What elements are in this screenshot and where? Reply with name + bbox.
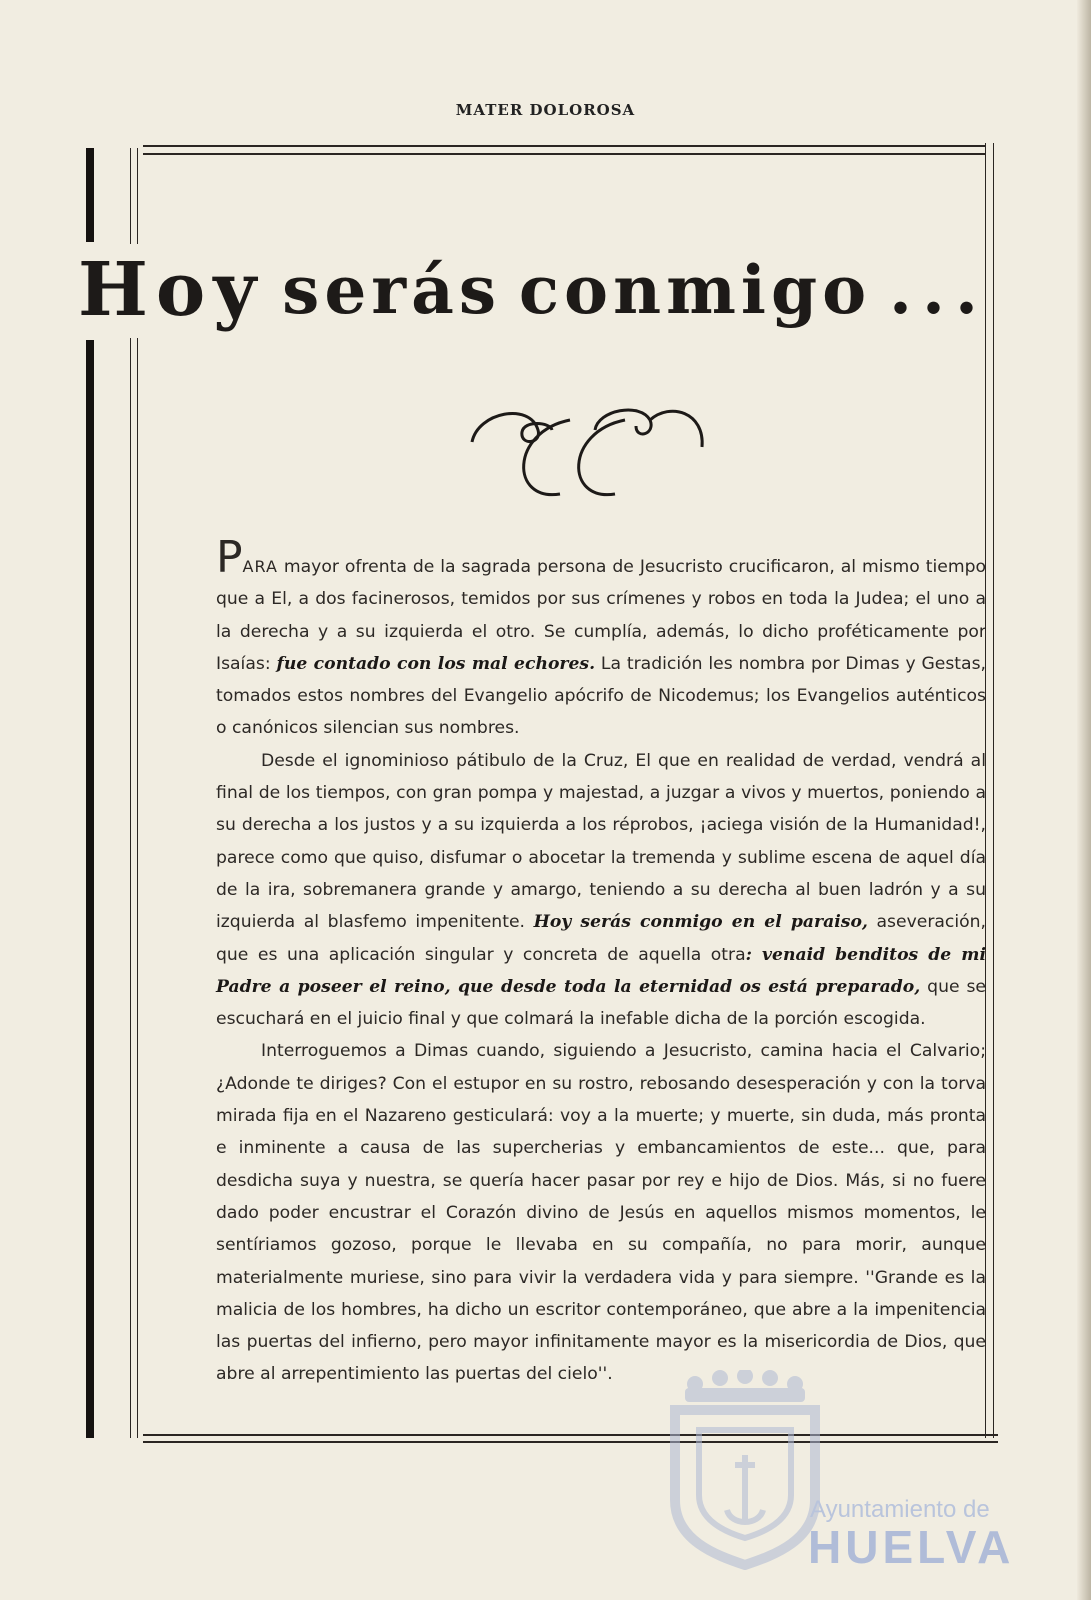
paragraph-1-text-b: La tradición les nombra por Dimas y Gestas, tomados estos nombres del Evangelio apócrifo de Nicodemus; los Evangelios auténticos o canónicos silencian sus nombres. xyxy=(216,653,986,739)
paragraph-1-text-a: mayor ofrenta de la sagrada persona de Jesucristo crucificaron, al mismo tiempo que a El, a dos facinerosos, temidos por sus crímenes y robos en toda la Judea; el uno a la derecha y a su izquierda el otro. Se cumplía, además, lo dicho proféticamente por Isaías: xyxy=(216,557,986,674)
frame-top-rule-outer xyxy=(143,145,985,147)
article-title xyxy=(78,247,998,333)
paragraph-1 xyxy=(216,532,986,745)
page-edge xyxy=(1077,0,1091,1600)
watermark-line1: Ayuntamiento de xyxy=(810,1496,990,1523)
paragraph-2-text-c: que se escuchará en el juicio final y que colmará la inefable dicha de la porción escogida. xyxy=(216,976,986,1030)
title-word-conmigo: conmigo xyxy=(518,251,872,329)
watermark-line2: HUELVA xyxy=(808,1521,1015,1573)
paragraph-1-emphasis: fue contado con los mal echores. xyxy=(276,653,596,674)
title-word-hoy: Hoy xyxy=(78,247,265,333)
ornament-flourish-icon xyxy=(470,402,710,512)
paragraph-2-emphasis-b: : venaid benditos de mi Padre a poseer el reino, que desde toda la eternidad os está preparado, xyxy=(216,944,986,997)
paragraph-3 xyxy=(216,1035,986,1390)
paragraph-3-text: Interroguemos a Dimas cuando, siguiendo a Jesucristo, camina hacia el Calvario; ¿Adonde te diriges? Con el estupor en su rostro, rebosando desesperación y con la torva mirada fija en el Nazareno gesticulará: voy a la muerte; y muerte, sin duda, más pronta e inminente a causa de las supercherias y embancamientos de este... que, para desdicha suya y nuestra, se quería hacer pasar por rey e hijo de Dios. Más, si no fuere dado poder encustrar el Corazón divino de Jesús en aquellos mismos momentos, le sentíriamos gozoso, porque le llevaba en su compañía, no para morir, aunque materialmente muriese, sino para vivir la verdadera vida y para siempre. ''Grande es la malicia de los hombres, ha dicho un escritor contemporáneo, que abre a la impenitencia las puertas del infierno, pero mayor infinitamente mayor es la misericordia de Dios, que abre al arrepentimiento las puertas del cielo''. xyxy=(216,1041,986,1385)
left-thick-bar-top xyxy=(86,148,94,242)
lead-word: ARA xyxy=(242,557,278,576)
drop-cap: P xyxy=(216,532,243,583)
paragraph-2-emphasis-a: Hoy serás conmigo en el paraiso, xyxy=(533,912,868,933)
paragraph-2-text-b: aseveración, que es una aplicación singular y concreta de aquella otra xyxy=(216,912,987,965)
paragraph-2 xyxy=(216,745,986,1036)
title-word-seras: serás xyxy=(282,251,501,329)
left-thick-bar-bottom xyxy=(86,340,94,1438)
paragraph-2-text-a: Desde el ignominioso pátibulo de la Cruz, El que en realidad de verdad, vendrá al final de los tiempos, con gran pompa y majestad, a juzgar a vivos y muertos, poniendo a su derecha a los justos y a su izquierda a los réprobos, ¡aciega visión de la Humanidad!, parece como que quiso, disfumar o abocetar la tremenda y sublime escena de aquel día de la ira, sobremanera grande y amargo, teniendo a su derecha al buen ladrón y a su izquierda al blasfemo impenitente. xyxy=(216,750,986,933)
frame-top-rule-inner xyxy=(143,153,985,155)
frame-left-rule-1 xyxy=(130,148,131,244)
frame-left-rule-4 xyxy=(137,338,138,1438)
article-body xyxy=(216,532,987,1391)
frame-right-rule-2 xyxy=(993,143,994,1438)
frame-left-rule-3 xyxy=(130,338,131,1438)
title-ellipsis: ... xyxy=(889,251,988,329)
frame-left-rule-2 xyxy=(137,148,138,244)
running-title: MATER DOLOROSA xyxy=(455,101,636,119)
